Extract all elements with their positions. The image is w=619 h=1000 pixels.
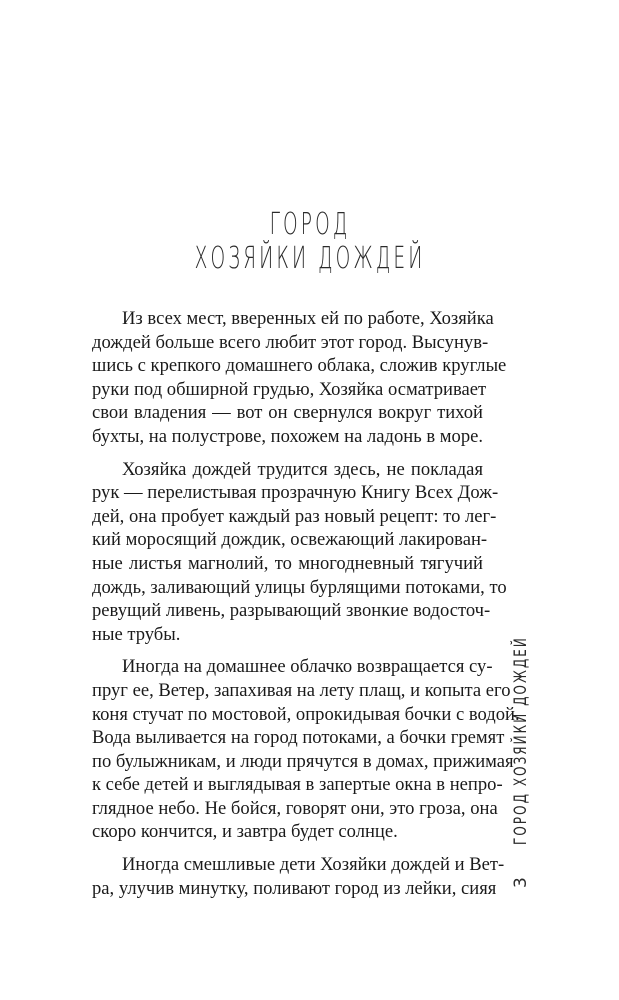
text-line: пруг ее, Ветер, запахивая на лету плащ, и копыта его [92, 679, 511, 701]
text-line: свои владения — вот он свернулся вокруг тихой [92, 402, 483, 424]
chapter-title-line-2: ХОЗЯЙКИ ДОЖДЕЙ [194, 241, 426, 276]
text-line: скоро кончится, и завтра будет солнце. [92, 821, 398, 843]
paragraph [92, 458, 507, 647]
text-line: дождей больше всего любит этот город. Высунув- [92, 331, 489, 353]
text-line: шись с крепкого домашнего облака, сложив круглые [92, 355, 507, 377]
text-line: Из всех мест, вверенных ей по работе, Хозяйка [122, 308, 494, 329]
paragraph [92, 655, 520, 844]
text-line: ревущий ливень, разрывающий звонкие водосточ- [92, 600, 491, 622]
text-line: коня стучат по мостовой, опрокидывая бочки с водой. [92, 703, 520, 725]
text-line: глядное небо. Не бойся, говорят они, это гроза, она [92, 797, 498, 819]
text-line: Хозяйка дождей трудится здесь, не покладая [122, 458, 483, 480]
paragraph [92, 853, 505, 900]
text-line: Иногда на домашнее облачко возвращается су- [122, 656, 493, 678]
running-head [511, 547, 531, 845]
text-line: Иногда смешливые дети Хозяйки дождей и Вет- [122, 854, 505, 876]
text-line: бухты, на полустрове, похожем на ладонь в море. [92, 425, 484, 447]
running-head-text: ГОРОД ХОЗЯЙКИ ДОЖДЕЙ [511, 636, 531, 845]
text-line: кий моросящий дождик, освежающий лакирован- [92, 529, 488, 551]
text-line: руки под обширной грудью, Хозяйка осматривает [92, 378, 487, 400]
body-text [92, 307, 520, 900]
text-line: к себе детей и выглядывая в запертые окна в непро- [92, 774, 503, 796]
chapter-title-line-1: ГОРОД [269, 207, 351, 242]
text-line: Вода выливается на город потоками, а бочки гремят [92, 727, 505, 749]
text-line: ра, улучив минутку, поливают город из лейки, сияя [92, 877, 497, 899]
text-line: по булыжникам, и люди прячутся в домах, прижимая [92, 750, 514, 772]
text-line: ные трубы. [92, 623, 181, 645]
text-line: ные листья магнолий, то многодневный тягучий [92, 552, 483, 574]
text-line: рук — перелистывая прозрачную Книгу Всех Дож- [92, 482, 499, 504]
text-line: дей, она пробует каждый раз новый рецепт: то лег- [92, 505, 497, 527]
page-number: 3 [511, 877, 531, 888]
paragraph [92, 307, 507, 449]
text-line: дождь, заливающий улицы бурлящими потоками, то [92, 576, 507, 598]
